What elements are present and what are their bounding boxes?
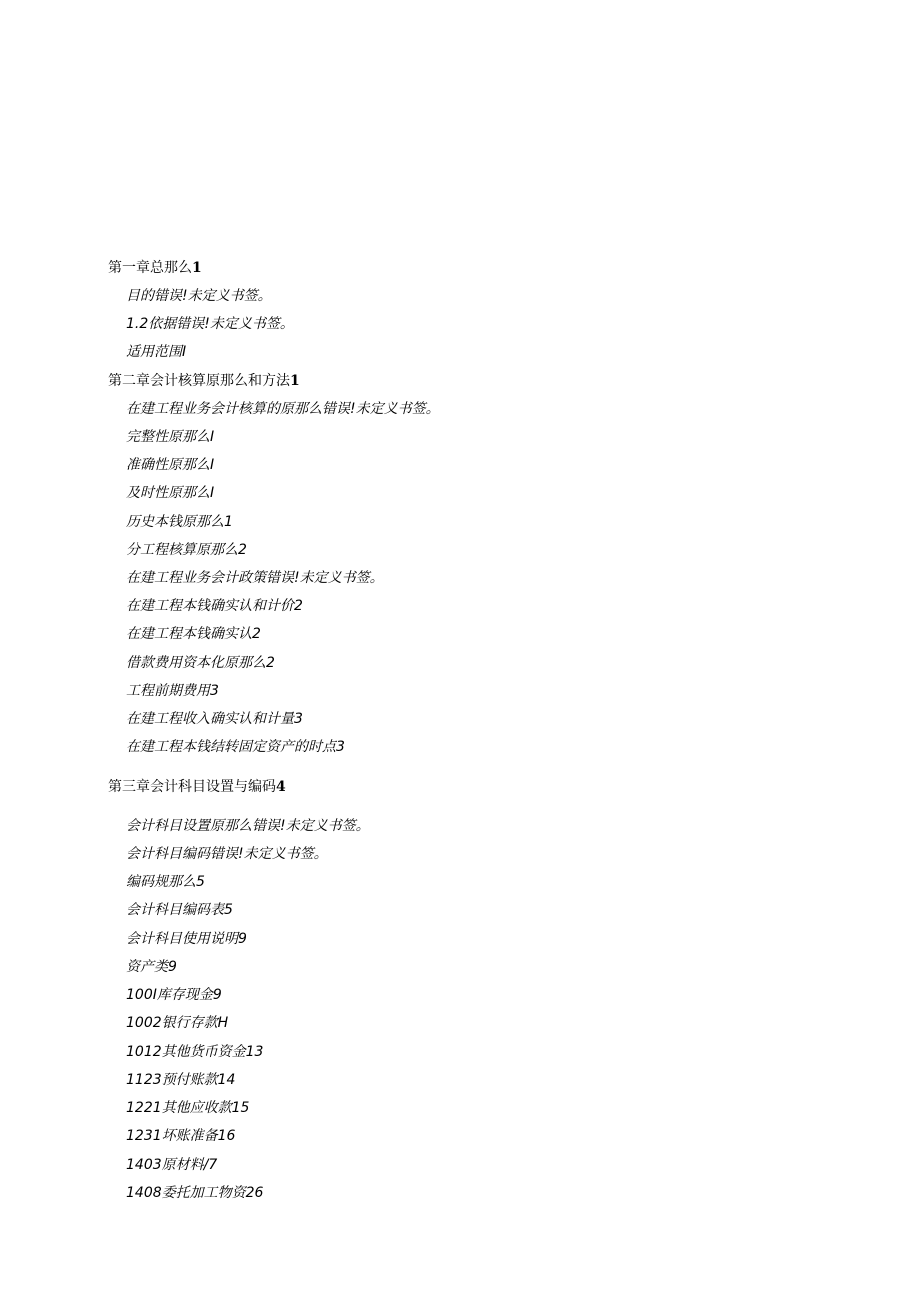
toc-chapter-3[interactable] <box>108 780 286 794</box>
toc-item[interactable] <box>126 684 219 698</box>
item-page-number: /7 <box>203 1157 218 1173</box>
toc-item[interactable] <box>126 740 345 754</box>
item-page-number: 错误!未定义书签。 <box>266 570 384 586</box>
item-title: 会计科目编码 <box>126 846 210 862</box>
item-page-number: I <box>210 485 215 501</box>
toc-item[interactable] <box>126 345 186 359</box>
item-page-number: 3 <box>336 739 345 755</box>
item-title: 在建工程业务会计核算的原那么 <box>126 401 322 417</box>
item-title: 历史本钱原那么 <box>126 514 224 530</box>
toc-item[interactable] <box>126 903 233 917</box>
item-page-number: 错误!未定义书签。 <box>252 818 370 834</box>
chapter-page-number: 1 <box>290 373 300 389</box>
toc-item[interactable] <box>126 875 205 889</box>
item-title: 在建工程本钱确实认和计价 <box>126 598 294 614</box>
item-title: 编码规那么 <box>126 874 196 890</box>
item-page-number: 2 <box>238 542 247 558</box>
item-title: 100I库存现金 <box>126 987 213 1003</box>
item-page-number: I <box>182 344 187 360</box>
item-title: 准确性原那么 <box>126 457 210 473</box>
toc-item[interactable] <box>126 571 384 585</box>
item-title: 分工程核算原那么 <box>126 542 238 558</box>
item-title: 1012其他货币资金 <box>126 1044 246 1060</box>
toc-item[interactable] <box>126 819 370 833</box>
chapter-title: 第三章会计科目设置与编码 <box>108 779 276 795</box>
item-page-number: I <box>210 429 215 445</box>
toc-chapter-1[interactable] <box>108 261 202 275</box>
item-page-number: 14 <box>217 1072 236 1088</box>
item-page-number: 3 <box>210 683 219 699</box>
item-page-number: 9 <box>168 959 177 975</box>
item-title: 1123预付账款 <box>126 1072 218 1088</box>
item-title: 借款费用资本化原那么 <box>126 655 266 671</box>
toc-item[interactable] <box>126 1129 235 1143</box>
toc-item[interactable] <box>126 1158 217 1172</box>
toc-item[interactable] <box>126 289 272 303</box>
toc-item[interactable] <box>126 988 222 1002</box>
toc-item[interactable] <box>126 1073 235 1087</box>
toc-item[interactable] <box>126 932 247 946</box>
item-page-number: 13 <box>245 1044 264 1060</box>
item-title: 1221其他应收款 <box>126 1100 232 1116</box>
item-page-number: I <box>210 457 215 473</box>
item-title: 及时性原那么 <box>126 485 210 501</box>
item-page-number: 9 <box>238 931 247 947</box>
chapter-title: 第一章总那么 <box>108 260 192 276</box>
item-title: 在建工程本钱确实认 <box>126 626 252 642</box>
item-page-number: 错误!未定义书签。 <box>176 316 294 332</box>
toc-item[interactable] <box>126 1186 263 1200</box>
toc-item[interactable] <box>126 1016 228 1030</box>
item-page-number: 错误!未定义书签。 <box>210 846 328 862</box>
item-title: 1231坏账准备 <box>126 1128 218 1144</box>
item-title: 适用范围 <box>126 344 182 360</box>
toc-item[interactable] <box>126 515 233 529</box>
item-page-number: 1 <box>224 514 233 530</box>
item-page-number: 错误!未定义书签。 <box>322 401 440 417</box>
toc-chapter-2[interactable] <box>108 374 300 388</box>
item-page-number: 错误!未定义书签。 <box>154 288 272 304</box>
toc-item[interactable] <box>126 486 214 500</box>
item-title: 1403原材料 <box>126 1157 204 1173</box>
item-page-number: 16 <box>217 1128 236 1144</box>
item-title: 资产类 <box>126 959 168 975</box>
item-title: 在建工程业务会计政策 <box>126 570 266 586</box>
item-title: 完整性原那么 <box>126 429 210 445</box>
toc-item[interactable] <box>126 430 214 444</box>
item-title: 1.2依据 <box>126 316 177 332</box>
item-title: 目的 <box>126 288 154 304</box>
item-title: 在建工程收入确实认和计量 <box>126 711 294 727</box>
toc-item[interactable] <box>126 712 303 726</box>
toc-item[interactable] <box>126 627 261 641</box>
item-page-number: 2 <box>266 655 275 671</box>
toc-item[interactable] <box>126 656 275 670</box>
item-title: 会计科目使用说明 <box>126 931 238 947</box>
item-page-number: 2 <box>252 626 261 642</box>
toc-item[interactable] <box>126 599 303 613</box>
toc-item[interactable] <box>126 543 247 557</box>
chapter-title: 第二章会计核算原那么和方法 <box>108 373 290 389</box>
item-title: 1002银行存款 <box>126 1015 218 1031</box>
item-page-number: 2 <box>294 598 303 614</box>
item-title: 1408委托加工物资 <box>126 1185 246 1201</box>
toc-item[interactable] <box>126 402 440 416</box>
toc-item[interactable] <box>126 458 214 472</box>
item-page-number: 5 <box>196 874 205 890</box>
item-page-number: 15 <box>231 1100 250 1116</box>
item-title: 工程前期费用 <box>126 683 210 699</box>
item-page-number: 26 <box>245 1185 264 1201</box>
toc-item[interactable] <box>126 960 177 974</box>
item-page-number: H <box>217 1015 229 1031</box>
chapter-page-number: 1 <box>192 260 202 276</box>
item-page-number: 9 <box>212 987 222 1003</box>
toc-item[interactable] <box>126 1101 249 1115</box>
item-page-number: 5 <box>224 902 233 918</box>
item-page-number: 3 <box>294 711 303 727</box>
item-title: 在建工程本钱结转固定资产的时点 <box>126 739 336 755</box>
chapter-page-number: 4 <box>276 779 286 795</box>
toc-item[interactable] <box>126 317 294 331</box>
item-title: 会计科目编码表 <box>126 902 224 918</box>
toc-item[interactable] <box>126 1045 263 1059</box>
toc-item[interactable] <box>126 847 328 861</box>
item-title: 会计科目设置原那么 <box>126 818 252 834</box>
